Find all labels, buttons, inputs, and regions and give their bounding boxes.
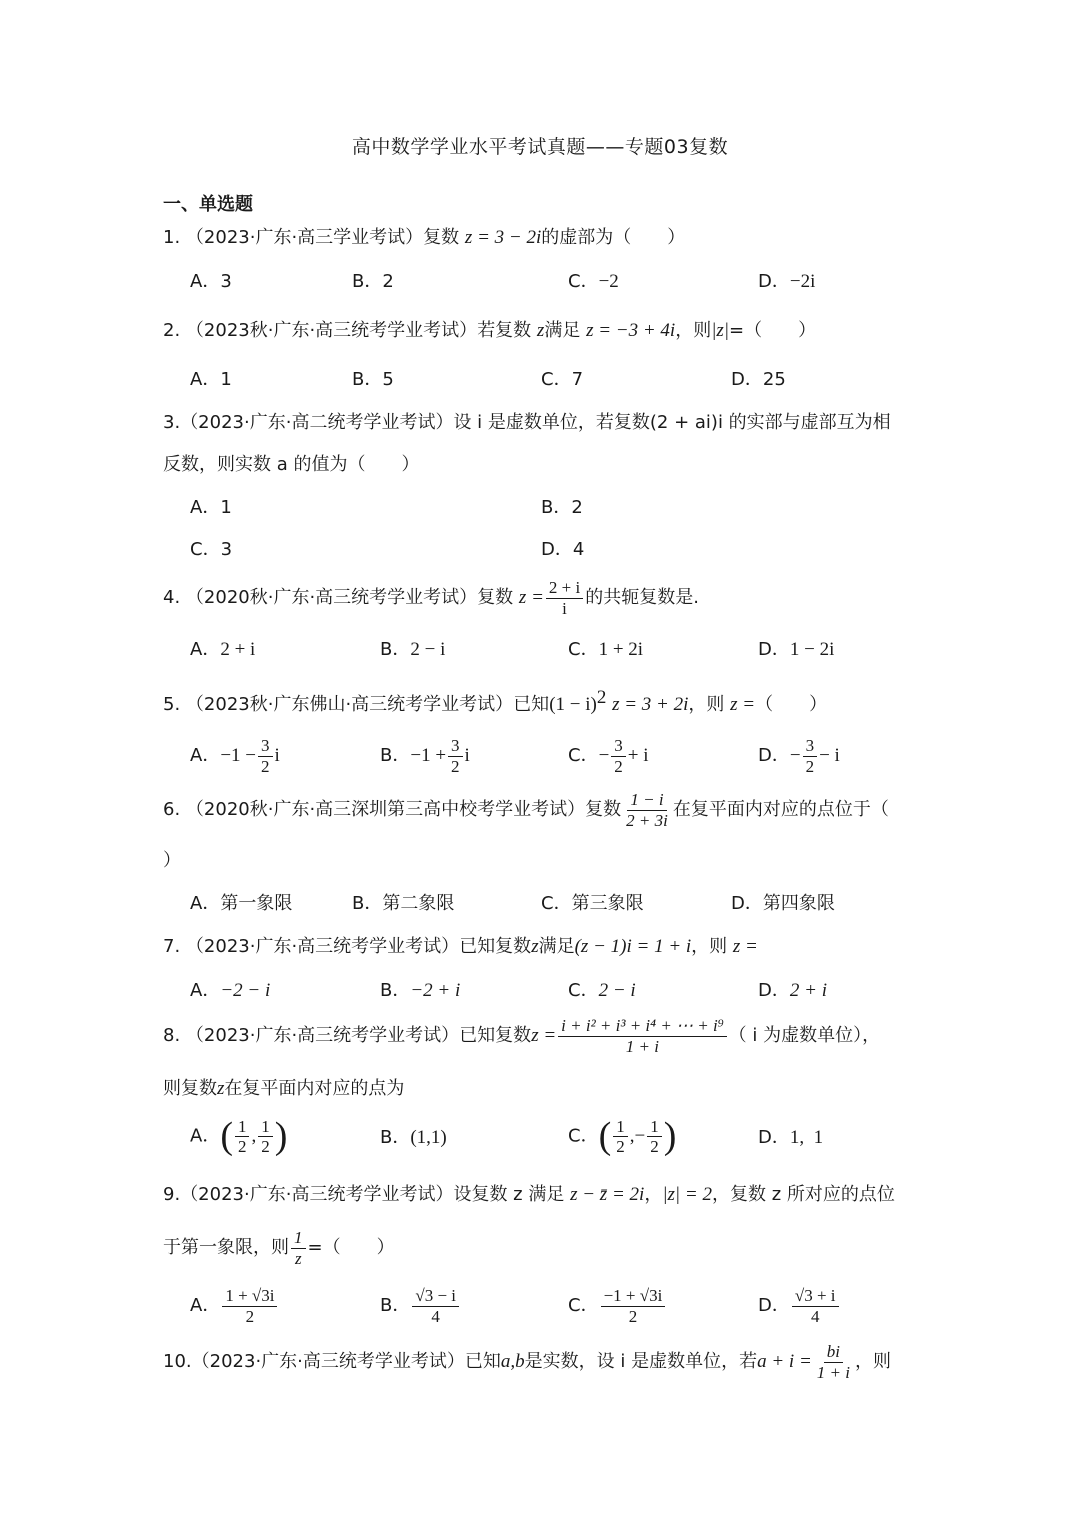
question-2: 2. （2023秋·广东·高三统考学业考试）若复数 z满足 z = −3 + 4i，则|z|=（ ） [163,320,817,341]
fraction: $\frac{2 + i}{i}$ [546,578,583,618]
option-c[interactable]: C．7 [541,369,584,390]
option-c[interactable]: C．2 − i [568,980,636,1001]
option-b[interactable]: B．2 [541,497,583,518]
question-number: 1. [163,227,181,248]
option-a[interactable]: A．1 [190,369,232,390]
option-d[interactable]: D．1 − 2i [758,639,835,660]
option-c[interactable]: C．( $\frac{1}{2}$ ,− $\frac{1}{2}$ ) [568,1115,677,1157]
question-math: z = 3 − 2i [464,227,542,248]
question-text: 的虚部为（ ） [541,227,686,248]
option-a[interactable]: A．1 [190,497,232,518]
option-d[interactable]: D．4 [541,539,585,560]
page-title: 高中数学学业水平考试真题——专题03复数 [351,136,729,158]
question-6-line2: ） [163,850,181,871]
question-text: 复数 [423,227,460,248]
question-4: 4. （2020秋·广东·高三统考学业考试）复数 z = $\frac{2 + i}{i}$ 的共轭复数是. [163,578,699,618]
option-a[interactable]: A．−2 − i [190,980,271,1001]
option-b[interactable]: B．−2 + i [380,980,461,1001]
option-d[interactable]: D．25 [731,369,786,390]
option-c[interactable]: C．3 [190,539,233,560]
option-a[interactable]: A．2 + i [190,639,256,660]
option-c[interactable]: C． $\frac{-1 + √3i}{2}$ [568,1286,667,1326]
option-d[interactable]: D．第四象限 [731,893,835,914]
option-c[interactable]: C．− $\frac{3}{2}$ + i [568,736,649,776]
option-b[interactable]: B．2 − i [380,639,446,660]
option-c[interactable]: C．1 + 2i [568,639,644,660]
question-9-line2: 于第一象限，则 $\frac{1}{z}$ =（ ） [163,1228,395,1268]
question-7: 7. （2023·广东·高三统考学业考试）已知复数z满足(z − 1)i = 1 + i，则 z = [163,936,758,957]
option-d[interactable]: D．− $\frac{3}{2}$ − i [758,736,840,776]
question-10: 10.（2023·广东·高三统考学业考试）已知a,b是实数，设 i 是虚数单位，若a + i = $\frac{bi}{1 + i}$ ，则 [163,1342,891,1382]
option-c[interactable]: C．−2 [568,271,619,292]
question-6: 6. （2020秋·广东·高三深圳第三高中校考学业考试）复数 $\frac{1 - i}{2 + 3i}$ 在复平面内对应的点位于（ [163,790,889,830]
option-d[interactable]: D．1, 1 [758,1127,824,1148]
option-a[interactable]: A．第一象限 [190,893,293,914]
question-3-line2: 反数，则实数 a 的值为（ ） [163,454,420,475]
option-b[interactable]: B．−1 + $\frac{3}{2}$ i [380,736,470,776]
question-source: （2023·广东·高三学业考试） [185,227,424,248]
option-d[interactable]: D．2 + i [758,980,827,1001]
option-a[interactable]: A．3 [190,271,232,292]
question-8-line2: 则复数z在复平面内对应的点为 [163,1078,405,1099]
option-c[interactable]: C．第三象限 [541,893,644,914]
question-8: 8. （2023·广东·高三统考学业考试）已知复数z = $\frac{\text{i + i² + i³ + i⁴ + ⋯ + i⁹}}{1 + i}$ （ i 为虚数单位）， [163,1016,881,1056]
option-d[interactable]: D．−2i [758,271,816,292]
option-a[interactable]: A． $\frac{1 + √3i}{2}$ [190,1286,279,1326]
question-3: 3.（2023·广东·高二统考学业考试）设 i 是虚数单位，若复数(2 + ai)i 的实部与虚部互为相 [163,412,891,433]
option-b[interactable]: B．5 [352,369,394,390]
option-b[interactable]: B．2 [352,271,394,292]
option-a[interactable]: A．( $\frac{1}{2}$ , $\frac{1}{2}$ ) [190,1115,288,1157]
option-b[interactable]: B．第二象限 [352,893,455,914]
question-5: 5. （2023秋·广东佛山·高三统考学业考试）已知$(1 - i)^2$ z = 3 + 2i，则 z =（ ） [163,687,828,715]
question-1 [163,226,685,251]
option-b[interactable]: B． $\frac{√3 - i}{4}$ [380,1286,461,1326]
question-source: （2023秋·广东·高三统考学业考试） [185,320,478,341]
option-a[interactable]: A．−1 − $\frac{3}{2}$ i [190,736,280,776]
question-number: 2. [163,320,181,341]
question-9: 9.（2023·广东·高三统考学业考试）设复数 z 满足 z − z̄ = 2i，|z| = 2，复数 z 所对应的点位 [163,1184,895,1205]
section-heading: 一、单选题 [163,194,253,215]
option-b[interactable]: B．(1,1) [380,1127,447,1148]
option-d[interactable]: D． $\frac{√3 + i}{4}$ [758,1286,841,1326]
